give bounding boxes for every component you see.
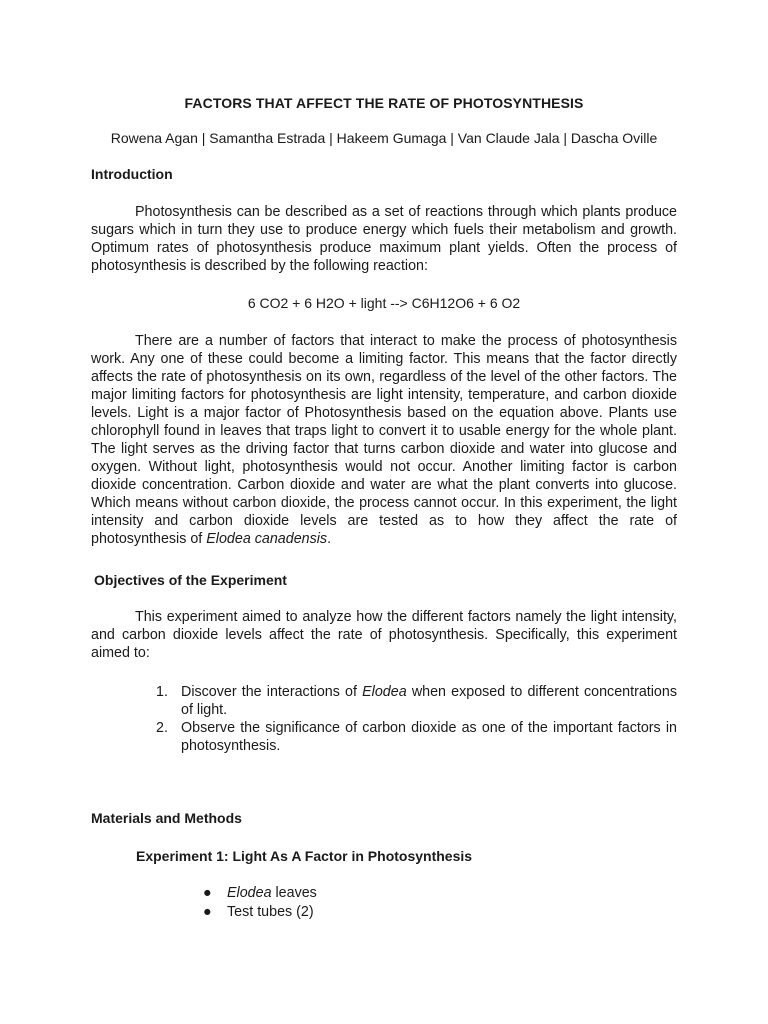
- page-title: FACTORS THAT AFFECT THE RATE OF PHOTOSYNTHESIS: [184, 95, 584, 111]
- objectives-list: [156, 683, 677, 755]
- objectives-paragraph: [91, 608, 677, 662]
- list-item-text: Test tubes (2): [227, 904, 314, 920]
- list-item-number: 1.: [156, 684, 168, 700]
- introduction-paragraph-1-text: Photosynthesis can be described as a set of reactions through which plants produce sugars which in turn they use to produce energy which fuels their metabolism and growth. Optimum rates of photosynthesis produce maximum plant yields. Often the process of photosynthesis is described by the following reaction:: [91, 204, 677, 274]
- list-item: [156, 683, 677, 719]
- list-item-italic: Elodea: [362, 684, 407, 700]
- introduction-paragraph-2-text: There are a number of factors that interact to make the process of photosynthesis work. Any one of these could become a limiting factor. This means that the factor directly affects the rate of photosynthesis on its own, regardless of the level of the other factors. The major limiting factors for photosynthesis are light intensity, temperature, and carbon dioxide levels. Light is a major factor of Photosynthesis based on the equation above. Plants use chlorophyll found in leaves that traps light to convert it to usable energy for the whole plant. The light serves as the driving factor that turns carbon dioxide and water into glucose and oxygen. Without light, photosynthesis would not occur. Another limiting factor is carbon dioxide concentration. Carbon dioxide and water are what the plant converts into glucose. Which means without carbon dioxide, the process cannot occur. In this experiment, the light intensity and carbon dioxide levels are tested as to how they affect the rate of photosynthesis of: [91, 333, 677, 547]
- experiment-1-heading: Experiment 1: Light As A Factor in Photosynthesis: [136, 848, 473, 864]
- introduction-paragraph-1: [91, 203, 677, 275]
- list-item-italic: Elodea: [227, 885, 272, 901]
- objectives-heading: Objectives of the Experiment: [94, 572, 287, 588]
- photosynthesis-equation: 6 CO2 + 6 H2O + light --> C6H12O6 + 6 O2: [247, 295, 521, 311]
- introduction-heading: Introduction: [91, 166, 173, 182]
- objectives-paragraph-text: This experiment aimed to analyze how the different factors namely the light intensity, and carbon dioxide levels affect the rate of photosynthesis. Specifically, this experiment aimed to:: [91, 609, 677, 661]
- materials-heading: Materials and Methods: [91, 810, 242, 826]
- bullet-icon: ●: [203, 885, 212, 901]
- list-item: [156, 719, 677, 755]
- list-item-number: 2.: [156, 720, 168, 736]
- bullet-icon: ●: [203, 904, 212, 920]
- list-item-text: leaves: [271, 885, 317, 901]
- list-item: [203, 903, 317, 922]
- materials-list: [203, 884, 317, 922]
- list-item: [203, 884, 317, 903]
- paragraph-end: .: [327, 531, 332, 547]
- introduction-paragraph-2: [91, 332, 677, 548]
- author-list: Rowena Agan | Samantha Estrada | Hakeem Gumaga | Van Claude Jala | Dascha Oville: [110, 130, 658, 146]
- list-item-text-end: when exposed to different concentrations of light.: [181, 684, 677, 718]
- list-item-text: Discover the interactions of: [181, 684, 357, 700]
- species-name: Elodea canadensis: [206, 531, 328, 547]
- list-item-text: Observe the significance of carbon dioxide as one of the important factors in photosynthesis.: [181, 720, 677, 754]
